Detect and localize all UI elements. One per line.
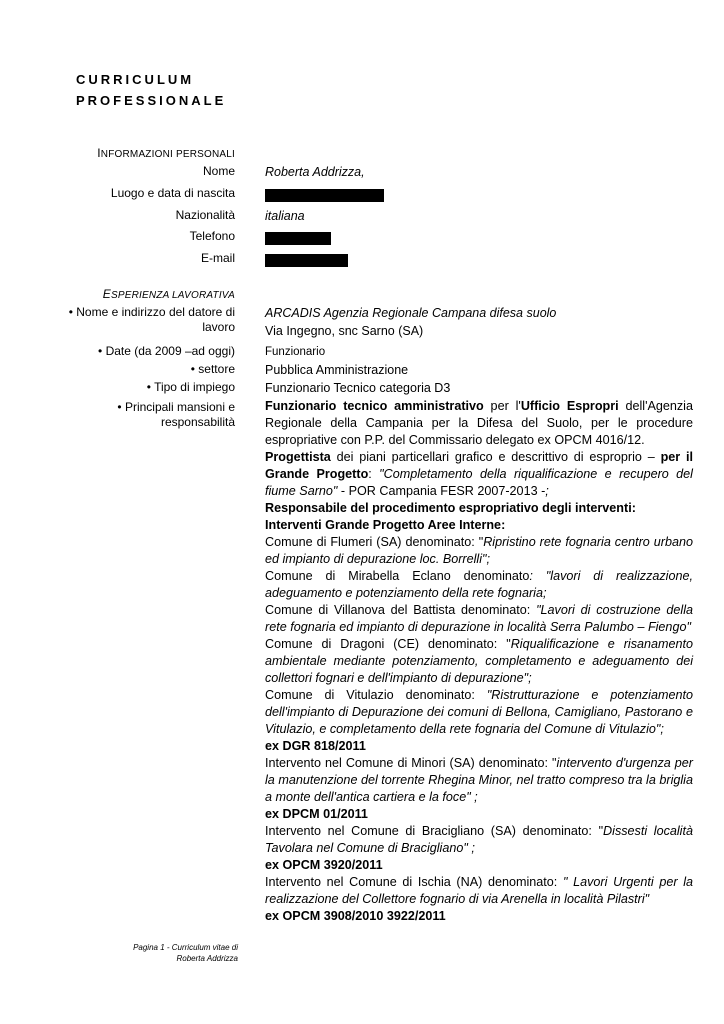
impiego-label: • Tipo di impiego: [146, 380, 235, 394]
date-value: Funzionario: [265, 346, 326, 358]
impiego-value: Funzionario Tecnico categoria D3: [265, 381, 451, 395]
para-opcm-3908: ex OPCM 3908/2010 3922/2011: [265, 909, 446, 923]
settore-value: Pubblica Amministrazione: [265, 363, 409, 377]
cv-title-line1: CURRICULUM: [76, 72, 195, 87]
datore-value: ARCADIS Agenzia Regionale Campana difesa suolo: [265, 306, 557, 320]
para-responsabile: Responsabile del procedimento espropriativo degli interventi:: [265, 501, 636, 515]
para-aree-interne: Interventi Grande Progetto Aree Interne:: [265, 518, 506, 532]
nazionalita-label: Nazionalità: [175, 208, 235, 222]
settore-label: • settore: [190, 362, 235, 376]
mansioni-label-1: • Principali mansioni e: [117, 400, 235, 414]
para-dgr: ex DGR 818/2011: [265, 739, 366, 753]
footer-line1: Pagina 1 - Curriculum vitae di: [133, 943, 238, 952]
cv-title-line2: PROFESSIONALE: [76, 93, 227, 108]
personal-info-heading: INFORMAZIONI PERSONALI: [97, 146, 235, 160]
datore-label-2: lavoro: [202, 320, 235, 334]
redacted-birth: [265, 189, 384, 202]
mansioni-content: [265, 398, 693, 925]
para-funzionario: Funzionario tecnico amministrativo per l'Ufficio Espropri dell'Agenzia Regionale della Campania per la Difesa del Suolo, per le procedure espropriative con P.P. del Commissario delegato ex OPCM 4016/12.: [265, 399, 693, 447]
footer-line2: Roberta Addrizza: [176, 954, 238, 963]
nome-label: Nome: [202, 164, 235, 178]
para-dpcm: ex DPCM 01/2011: [265, 807, 368, 821]
page-footer: [133, 942, 238, 964]
date-label: • Date (da 2009 –ad oggi): [98, 344, 235, 358]
para-dragoni: Comune di Dragoni (CE) denominato: "Riqualificazione e risanamento ambientale mediante potenziamento, completamento e adeguamento dei collettori fognari e dell'impianto di depurazione";: [265, 637, 694, 685]
para-flumeri: Comune di Flumeri (SA) denominato: "Ripristino rete fognaria centro urbano ed impianto di depurazione loc. Borrelli";: [265, 535, 693, 566]
email-label: E-mail: [200, 251, 235, 265]
para-opcm-3920: ex OPCM 3920/2011: [265, 858, 383, 872]
datore-label-1: • Nome e indirizzo del datore di: [68, 305, 235, 319]
mansioni-label-2: responsabilità: [160, 415, 235, 429]
redacted-telefono: [265, 232, 331, 245]
experience-heading: ESPERIENZA LAVORATIVA: [102, 287, 235, 301]
para-villanova: Comune di Villanova del Battista denominato: "Lavori di costruzione della rete fognaria ed impianto di depurazione in località Serra Palumbo – Fiengo": [265, 603, 693, 634]
redacted-email: [265, 254, 348, 267]
para-mirabella: Comune di Mirabella Eclano denominato: "lavori di realizzazione, adeguamento e potenziamento della rete fognaria;: [265, 569, 693, 600]
para-progettista: Progettista dei piani particellari grafico e descrittivo di esproprio – per il Grande Progetto: "Completamento della riqualificazione e recupero del fiume Sarno" - POR Campania FESR 2007-2013 -;: [265, 450, 693, 498]
para-bracigliano: Intervento nel Comune di Bracigliano (SA) denominato: "Dissesti località Tavolara nel Comune di Bracigliano" ;: [265, 824, 693, 855]
nazionalita-value: italiana: [265, 209, 305, 223]
telefono-label: Telefono: [189, 229, 235, 243]
para-vitulazio: Comune di Vitulazio denominato: "Ristrutturazione e potenziamento dell'impianto di Depurazione dei comuni di Bellona, Camigliano, Pastorano e Vitulazio, e completamento della rete fognaria del Comune di Vitulazio";: [265, 688, 693, 736]
para-minori: Intervento nel Comune di Minori (SA) denominato: "intervento d'urgenza per la manutenzione del torrente Rhegina Minor, nel tratto compreso tra la briglia a monte dell'antica cartiera e la foce" ;: [265, 756, 693, 804]
nascita-label: Luogo e data di nascita: [110, 186, 235, 200]
indirizzo-value: Via Ingegno, snc Sarno (SA): [265, 324, 424, 338]
nome-value: Roberta Addrizza,: [265, 165, 365, 179]
para-ischia: Intervento nel Comune di Ischia (NA) denominato: " Lavori Urgenti per la realizzazione del Collettore fognario di via Arenella in località Pilastri": [265, 875, 693, 906]
